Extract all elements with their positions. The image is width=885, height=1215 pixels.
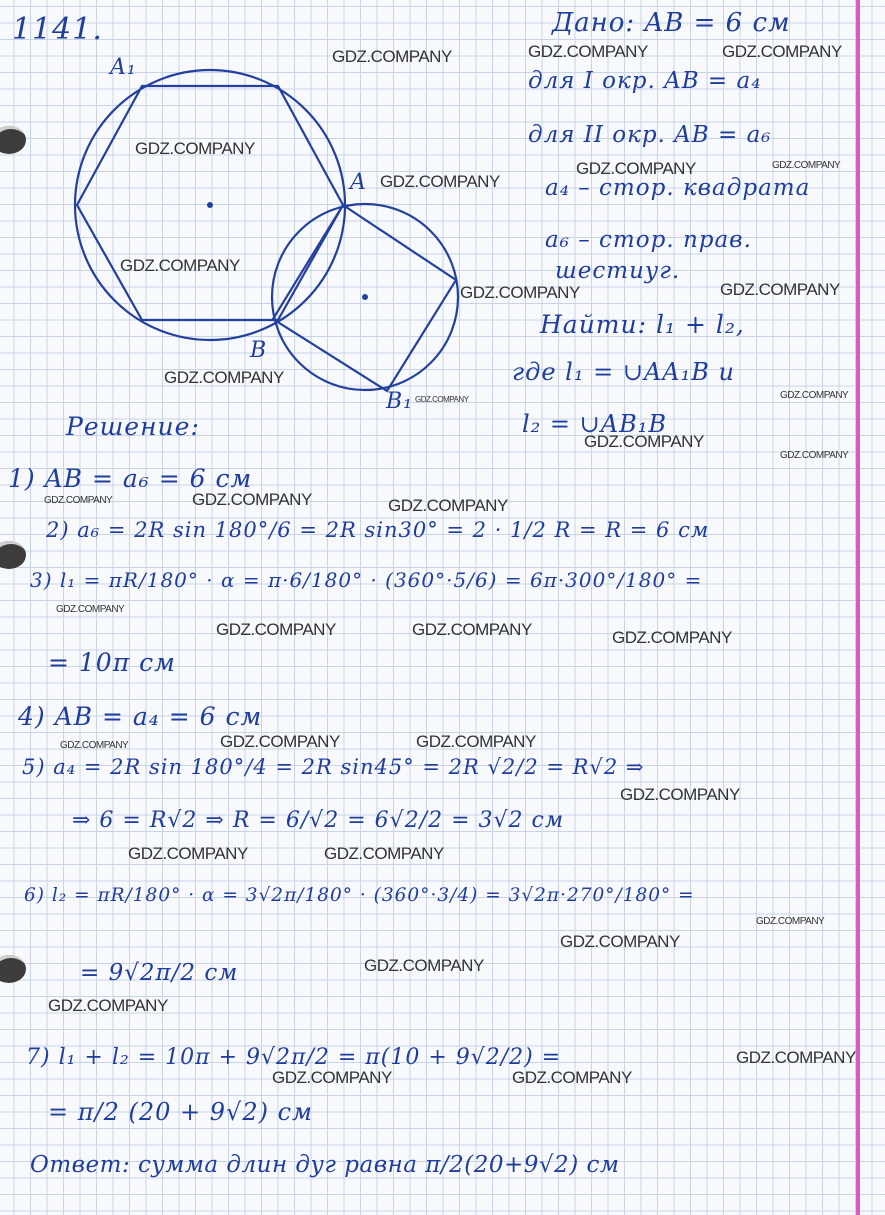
solution-heading: Решение: (66, 412, 200, 441)
where-line: l₂ = ∪AB₁B (522, 410, 667, 438)
watermark: GDZ.COMPANY (60, 740, 129, 751)
center-two (362, 294, 368, 300)
watermark: GDZ.COMPANY (412, 620, 532, 639)
where-line: где l₁ = ∪AA₁B и (512, 358, 735, 386)
watermark: GDZ.COMPANY (364, 956, 484, 975)
watermark: GDZ.COMPANY (380, 172, 500, 191)
watermark: GDZ.COMPANY (612, 628, 732, 647)
center-one (207, 202, 213, 208)
watermark: GDZ.COMPANY (620, 785, 740, 804)
watermark: GDZ.COMPANY (512, 1068, 632, 1087)
watermark: GDZ.COMPANY (780, 390, 849, 401)
solution-step: 1) AB = a₆ = 6 см (8, 464, 253, 493)
solution-step: = 10π см (48, 648, 176, 677)
watermark: GDZ.COMPANY (416, 732, 536, 751)
watermark: GDZ.COMPANY (576, 159, 696, 178)
watermark: GDZ.COMPANY (720, 280, 840, 299)
watermark: GDZ.COMPANY (560, 932, 680, 951)
watermark: GDZ.COMPANY (120, 256, 240, 275)
watermark: GDZ.COMPANY (388, 496, 508, 515)
watermark: GDZ.COMPANY (220, 732, 340, 751)
watermark: GDZ.COMPANY (584, 432, 704, 451)
watermark: GDZ.COMPANY (324, 844, 444, 863)
problem-number: 1141. (12, 12, 103, 47)
watermark: GDZ.COMPANY (272, 1068, 392, 1087)
given-line: для II окр. AB = a₆ (528, 122, 772, 148)
watermark: GDZ.COMPANY (48, 996, 168, 1015)
watermark: GDZ.COMPANY (415, 395, 469, 404)
watermark: GDZ.COMPANY (736, 1048, 856, 1067)
watermark: GDZ.COMPANY (780, 450, 849, 461)
answer-line: Ответ: сумма длин дуг равна π/2(20+9√2) см (30, 1152, 620, 1178)
solution-step: 5) a₄ = 2R sin 180°/4 = 2R sin45° = 2R √2/2 = R√2 ⇒ (22, 755, 645, 779)
watermark: GDZ.COMPANY (528, 42, 648, 61)
watermark: GDZ.COMPANY (772, 160, 841, 171)
label-a: A (350, 170, 367, 195)
watermark: GDZ.COMPANY (332, 47, 452, 66)
watermark: GDZ.COMPANY (756, 916, 825, 927)
watermark: GDZ.COMPANY (135, 139, 255, 158)
solution-step: = π/2 (20 + 9√2) см (48, 1098, 313, 1126)
solution-step: 6) l₂ = πR/180° · α = 3√2π/180° · (360°·3/4) = 3√2π·270°/180° = (24, 885, 695, 906)
watermark: GDZ.COMPANY (460, 283, 580, 302)
label-a1: A₁ (110, 55, 137, 80)
given-line: Дано: AB = 6 см (552, 8, 791, 38)
watermark: GDZ.COMPANY (56, 604, 125, 615)
watermark: GDZ.COMPANY (192, 490, 312, 509)
watermark: GDZ.COMPANY (44, 495, 113, 506)
solution-step: ⇒ 6 = R√2 ⇒ R = 6/√2 = 6√2/2 = 3√2 см (72, 808, 565, 833)
given-line: для I окр. AB = a₄ (528, 68, 762, 94)
watermark: GDZ.COMPANY (722, 42, 842, 61)
solution-step: 3) l₁ = πR/180° · α = π·6/180° · (360°·5/6) = 6π·300°/180° = (30, 568, 703, 592)
solution-step: 4) AB = a₄ = 6 см (18, 702, 263, 731)
label-b: B (250, 338, 268, 363)
given-line: a₆ – стор. прав. (545, 227, 752, 253)
given-line: шестиуг. (555, 258, 681, 284)
watermark: GDZ.COMPANY (128, 844, 248, 863)
watermark: GDZ.COMPANY (164, 368, 284, 387)
label-b1: B₁ (386, 389, 413, 414)
find-line: Найти: l₁ + l₂, (540, 310, 745, 339)
solution-step: = 9√2π/2 см (80, 960, 239, 986)
watermark: GDZ.COMPANY (216, 620, 336, 639)
solution-step: 2) a₆ = 2R sin 180°/6 = 2R sin30° = 2 · 1/2 R = R = 6 см (46, 518, 710, 542)
given-line: a₄ – стор. квадрата (545, 175, 811, 201)
solution-step: 7) l₁ + l₂ = 10π + 9√2π/2 = π(10 + 9√2/2) = (26, 1045, 562, 1070)
